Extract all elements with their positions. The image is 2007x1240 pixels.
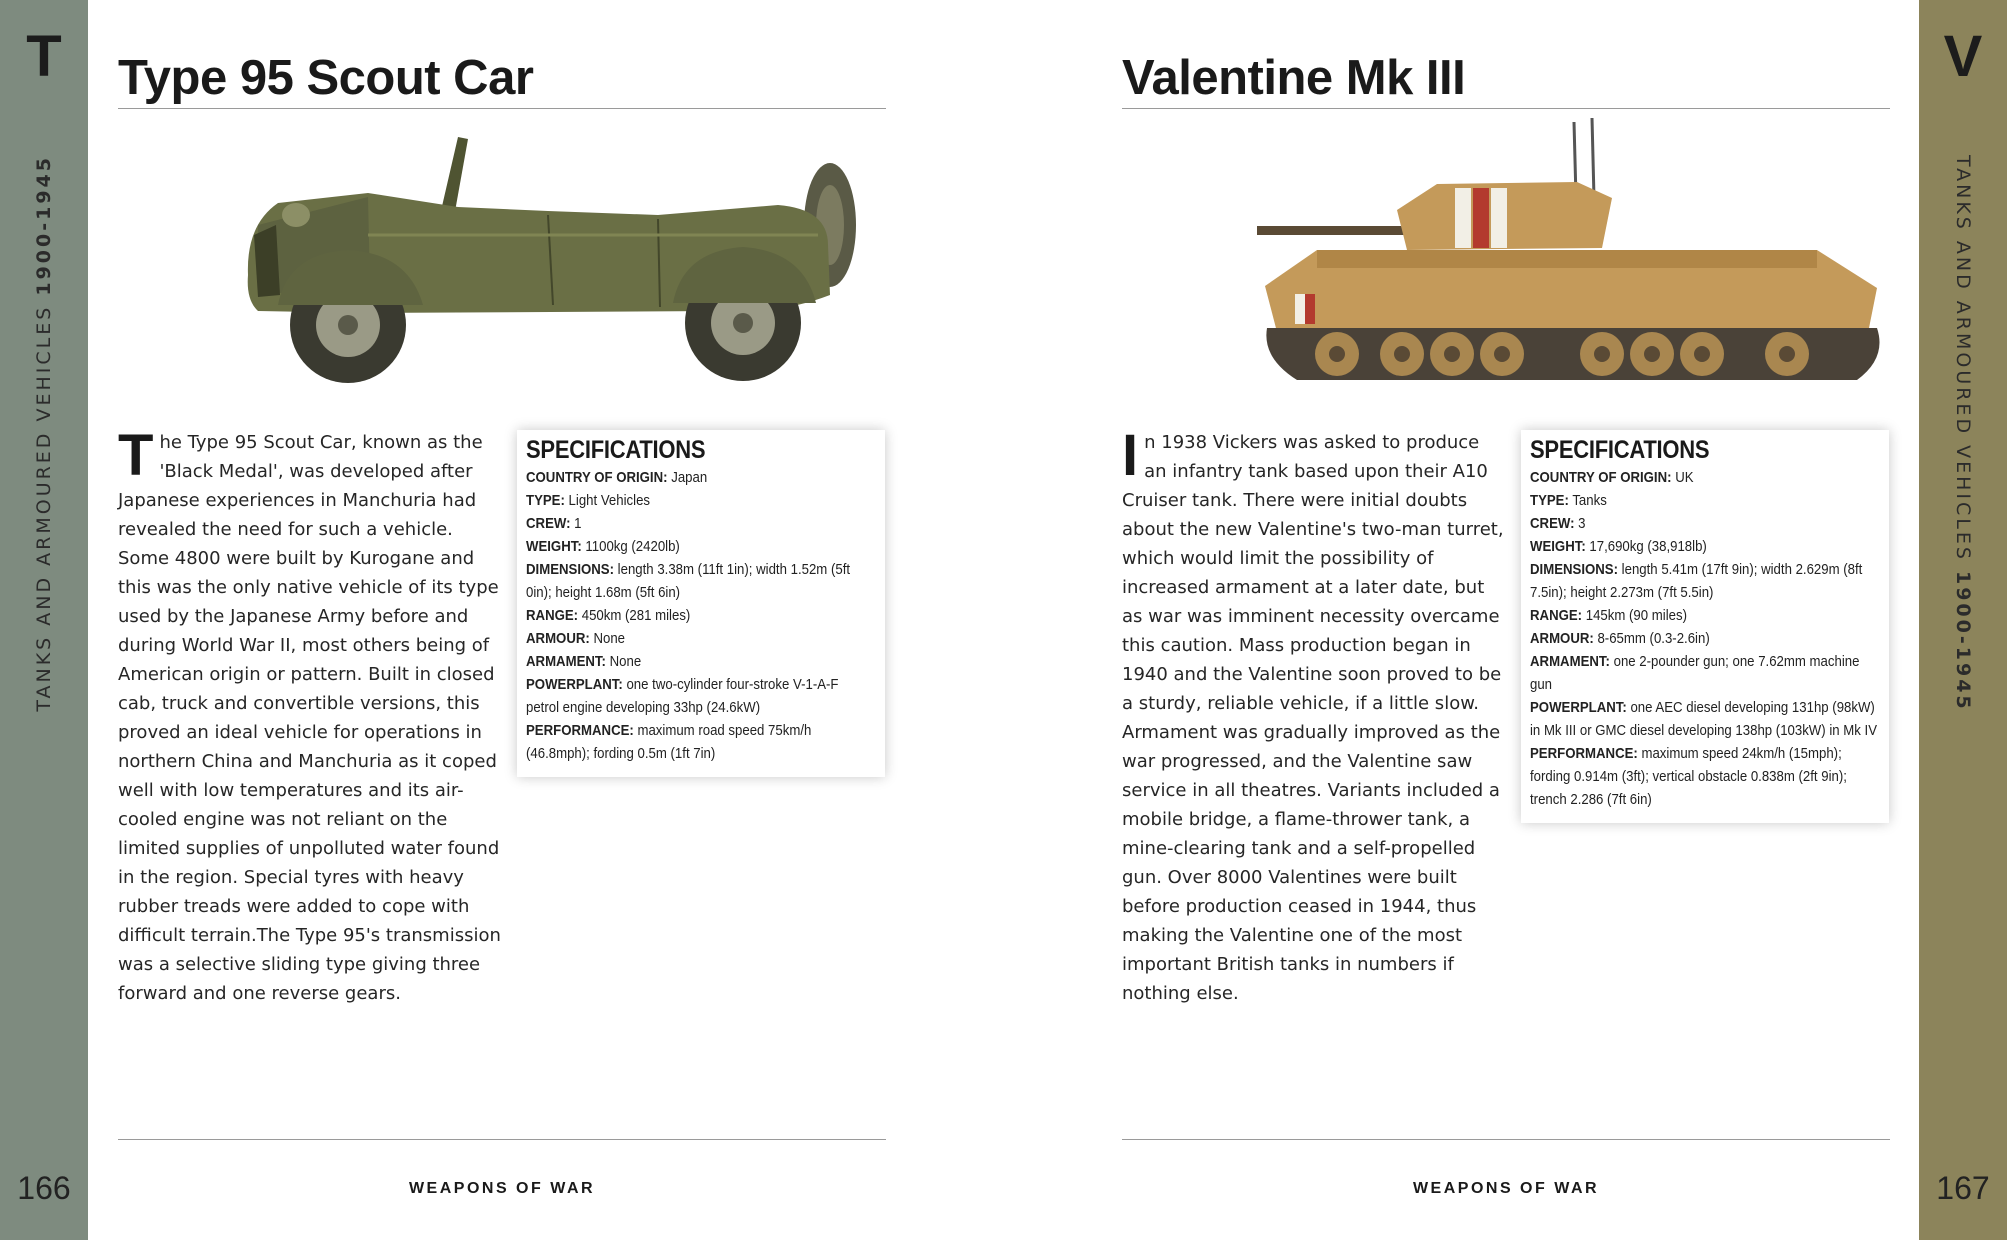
spec-label: TYPE: <box>526 492 565 509</box>
spec-value: maximum speed 24km/h (15mph); fording 0.914m (3ft); vertical obstacle 0.838m (2ft 9in); trench 2.286 (7ft 6in) <box>1530 745 1847 808</box>
drop-cap: I <box>1122 423 1139 488</box>
spec-row-performance <box>526 719 875 765</box>
footer-label: WEAPONS OF WAR <box>1412 1180 1600 1197</box>
spec-label: WEIGHT: <box>1530 538 1586 555</box>
spec-row-range <box>1530 604 1879 627</box>
right-side-strip <box>1919 0 2007 1240</box>
spec-value: 450km (281 miles) <box>581 607 691 624</box>
tank-illustration <box>1257 118 1897 398</box>
spec-row-armament <box>1530 650 1879 696</box>
spec-value: Light Vehicles <box>568 492 651 509</box>
spec-label: RANGE: <box>1530 607 1583 624</box>
spec-label: POWERPLANT: <box>1530 699 1627 716</box>
spec-value: 1100kg (2420lb) <box>585 538 680 555</box>
running-head-text: TANKS AND ARMOURED VEHICLES <box>1952 155 1974 562</box>
spec-label: POWERPLANT: <box>526 676 623 693</box>
spec-row-type <box>526 489 875 512</box>
spec-value: Japan <box>671 469 708 486</box>
spec-value: 17,690kg (38,918lb) <box>1589 538 1707 555</box>
spec-value: Tanks <box>1572 492 1607 509</box>
footer-rule <box>1122 1139 1890 1140</box>
spec-value: one AEC diesel developing 131hp (98kW) in Mk III or GMC diesel developing 138hp (103kW) in Mk IV <box>1530 699 1878 739</box>
spec-value: maximum road speed 75km/h (46.8mph); fording 0.5m (1ft 7in) <box>526 722 812 762</box>
spec-label: TYPE: <box>1530 492 1569 509</box>
spec-label: COUNTRY OF ORIGIN: <box>1530 469 1672 486</box>
spec-label: ARMAMENT: <box>1530 653 1610 670</box>
spec-value: 1 <box>574 515 582 532</box>
article-text: he Type 95 Scout Car, known as the 'Black Medal', was developed after Japanese experiences in Manchuria had revealed the need for such a vehicle. Some 4800 were built by Kurogane and this was the only native vehicle of its type used by the Japanese Army before and during World War II, most others being of American origin or pattern. Built in closed cab, truck and convertible versions, this proved an ideal vehicle for operations in northern China and Manchuria as it coped well with low temperatures and its air-cooled engine was not reliant on the limited supplies of unpolluted water found in the region. Special tyres with heavy rubber treads were added to cope with difficult terrain.The Type 95's transmission was a selective sliding type giving three forward and one reverse gears. <box>118 432 501 1004</box>
spec-row-armour <box>526 627 875 650</box>
spec-row-weight <box>526 535 875 558</box>
specifications-box <box>517 430 885 777</box>
spec-label: PERFORMANCE: <box>526 722 634 739</box>
spec-row-armour <box>1530 627 1879 650</box>
right-page <box>1122 0 1890 1240</box>
spec-value: 8-65mm (0.3-2.6in) <box>1597 630 1710 647</box>
spec-row-type <box>1530 489 1879 512</box>
footer-rule <box>118 1139 886 1140</box>
article-body <box>1122 423 1507 1008</box>
title-rule <box>1122 108 1890 109</box>
left-page <box>118 0 886 1240</box>
spec-label: DIMENSIONS: <box>526 561 615 578</box>
page-title: Type 95 Scout Car <box>118 51 534 105</box>
spec-value: 3 <box>1578 515 1586 532</box>
spec-value: length 3.38m (11ft 1in); width 1.52m (5ft 0in); height 1.68m (5ft 6in) <box>526 561 851 601</box>
spec-value: one 2-pounder gun; one 7.62mm machine gun <box>1530 653 1860 693</box>
page-number: 167 <box>1936 1170 1990 1206</box>
spec-row-country <box>526 466 875 489</box>
spec-label: CREW: <box>1530 515 1575 532</box>
specifications-heading: SPECIFICATIONS <box>526 436 706 464</box>
article-text: n 1938 Vickers was asked to produce an infantry tank based upon their A10 Cruiser tank. There were initial doubts about the new Valentine's two-man turret, which would limit the possibility of increased armament at a later date, but as war was imminent necessity overcame this caution. Mass production began in 1940 and the Valentine soon proved to be a sturdy, reliable vehicle, if a little slow. Armament was gradually improved as the war progressed, and the Valentine saw service in all theatres. Variants included a mobile bridge, a flame-thrower tank, a mine-clearing tank and a self-propelled gun. Over 8000 Valentines were built before production ceased in 1944, thus making the Valentine one of the most important British tanks in numbers if nothing else. <box>1122 432 1504 1004</box>
spec-row-weight <box>1530 535 1879 558</box>
spec-label: WEIGHT: <box>526 538 582 555</box>
spec-label: PERFORMANCE: <box>1530 745 1638 762</box>
running-head <box>1952 155 1974 712</box>
specifications-heading: SPECIFICATIONS <box>1530 436 1710 464</box>
spec-value: UK <box>1675 469 1694 486</box>
article-body <box>118 423 503 1008</box>
spec-row-powerplant <box>526 673 875 719</box>
footer-label: WEAPONS OF WAR <box>408 1180 596 1197</box>
spec-label: CREW: <box>526 515 571 532</box>
page-title: Valentine Mk III <box>1122 51 1466 105</box>
spec-label: ARMAMENT: <box>526 653 606 670</box>
spec-row-armament <box>526 650 875 673</box>
running-head-text: TANKS AND ARMOURED VEHICLES <box>33 304 55 712</box>
spec-value: None <box>609 653 642 670</box>
spec-label: ARMOUR: <box>1530 630 1594 647</box>
spec-label: COUNTRY OF ORIGIN: <box>526 469 668 486</box>
spec-label: ARMOUR: <box>526 630 590 647</box>
section-letter: V <box>1943 24 1983 89</box>
spec-row-dimensions <box>1530 558 1879 604</box>
page-number: 166 <box>17 1170 71 1206</box>
spec-value: length 5.41m (17ft 9in); width 2.629m (8ft 7.5in); height 2.273m (7ft 5.5in) <box>1530 561 1863 601</box>
spec-row-dimensions <box>526 558 875 604</box>
running-head <box>33 155 55 712</box>
title-rule <box>118 108 886 109</box>
scout-car-illustration <box>218 125 908 395</box>
spec-row-performance <box>1530 742 1879 811</box>
spec-row-crew <box>526 512 875 535</box>
running-head-years: 1900-1945 <box>1952 570 1974 712</box>
spec-row-crew <box>1530 512 1879 535</box>
spec-row-range <box>526 604 875 627</box>
left-side-strip <box>0 0 88 1240</box>
running-head-years: 1900-1945 <box>33 155 55 296</box>
section-letter: T <box>26 24 62 89</box>
spec-label: DIMENSIONS: <box>1530 561 1619 578</box>
spec-row-country <box>1530 466 1879 489</box>
spec-value: one two-cylinder four-stroke V-1-A-F petrol engine developing 33hp (24.6kW) <box>526 676 839 716</box>
spec-value: None <box>593 630 626 647</box>
spec-value: 145km (90 miles) <box>1585 607 1687 624</box>
spec-row-powerplant <box>1530 696 1879 742</box>
drop-cap: T <box>118 423 154 488</box>
specifications-box <box>1521 430 1889 823</box>
spec-label: RANGE: <box>526 607 579 624</box>
